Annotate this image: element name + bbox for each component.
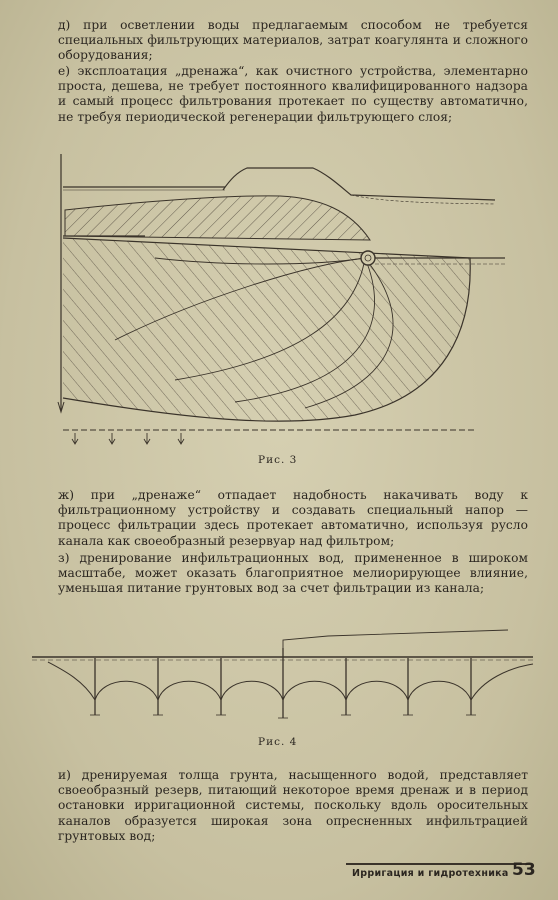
footer-rule — [346, 863, 531, 865]
figure-3-drainage-diagram — [55, 140, 525, 452]
paragraph-z: з) дренирование инфильтрационных вод, примененное в широком масштабе, может оказать благоприятное мелиорирующее влияние, уменьшая питание грунтовых вод за счет фильтрации из канала; — [58, 551, 528, 596]
figure-3-caption: Рис. 3 — [258, 454, 298, 466]
paragraph-i: и) дренируемая толща грунта, насыщенного водой, представляет своеобразный резерв, питающий некоторое время дренаж и в период остановки ирригационной системы, поскольку вдоль оросительных каналов образуется широкая зона опресненных инфильтрацией грунтовых вод; — [58, 768, 528, 843]
page-number: 53 — [512, 860, 536, 880]
journal-title: Ирригация и гидротехника — [352, 868, 509, 879]
figure-4-drainage-cross-section — [28, 620, 538, 725]
paragraph-d: д) при осветлении воды предлагаемым способом не требуется специальных фильтрующих материалов, затрат коагулянта и сложного оборудования; — [58, 18, 528, 63]
page-footer — [346, 857, 536, 887]
paragraph-e: е) эксплоатация „дренажа“, как очистного устройства, элементарно проста, дешева, не требует постоянного квалифицированного надзора и самый процесс фильтрования протекает по существу автоматично, не требуя периодической регенерации фильтрующего слоя; — [58, 64, 528, 124]
figure-4-caption: Рис. 4 — [258, 736, 298, 748]
paragraph-zh: ж) при „дренаже“ отпадает надобность накачивать воду к фильтрационному устройству и создавать специальный напор — процесс фильтрации здесь протекает автоматично, используя русло канала как своеобразный резервуар над фильтром; — [58, 488, 528, 548]
